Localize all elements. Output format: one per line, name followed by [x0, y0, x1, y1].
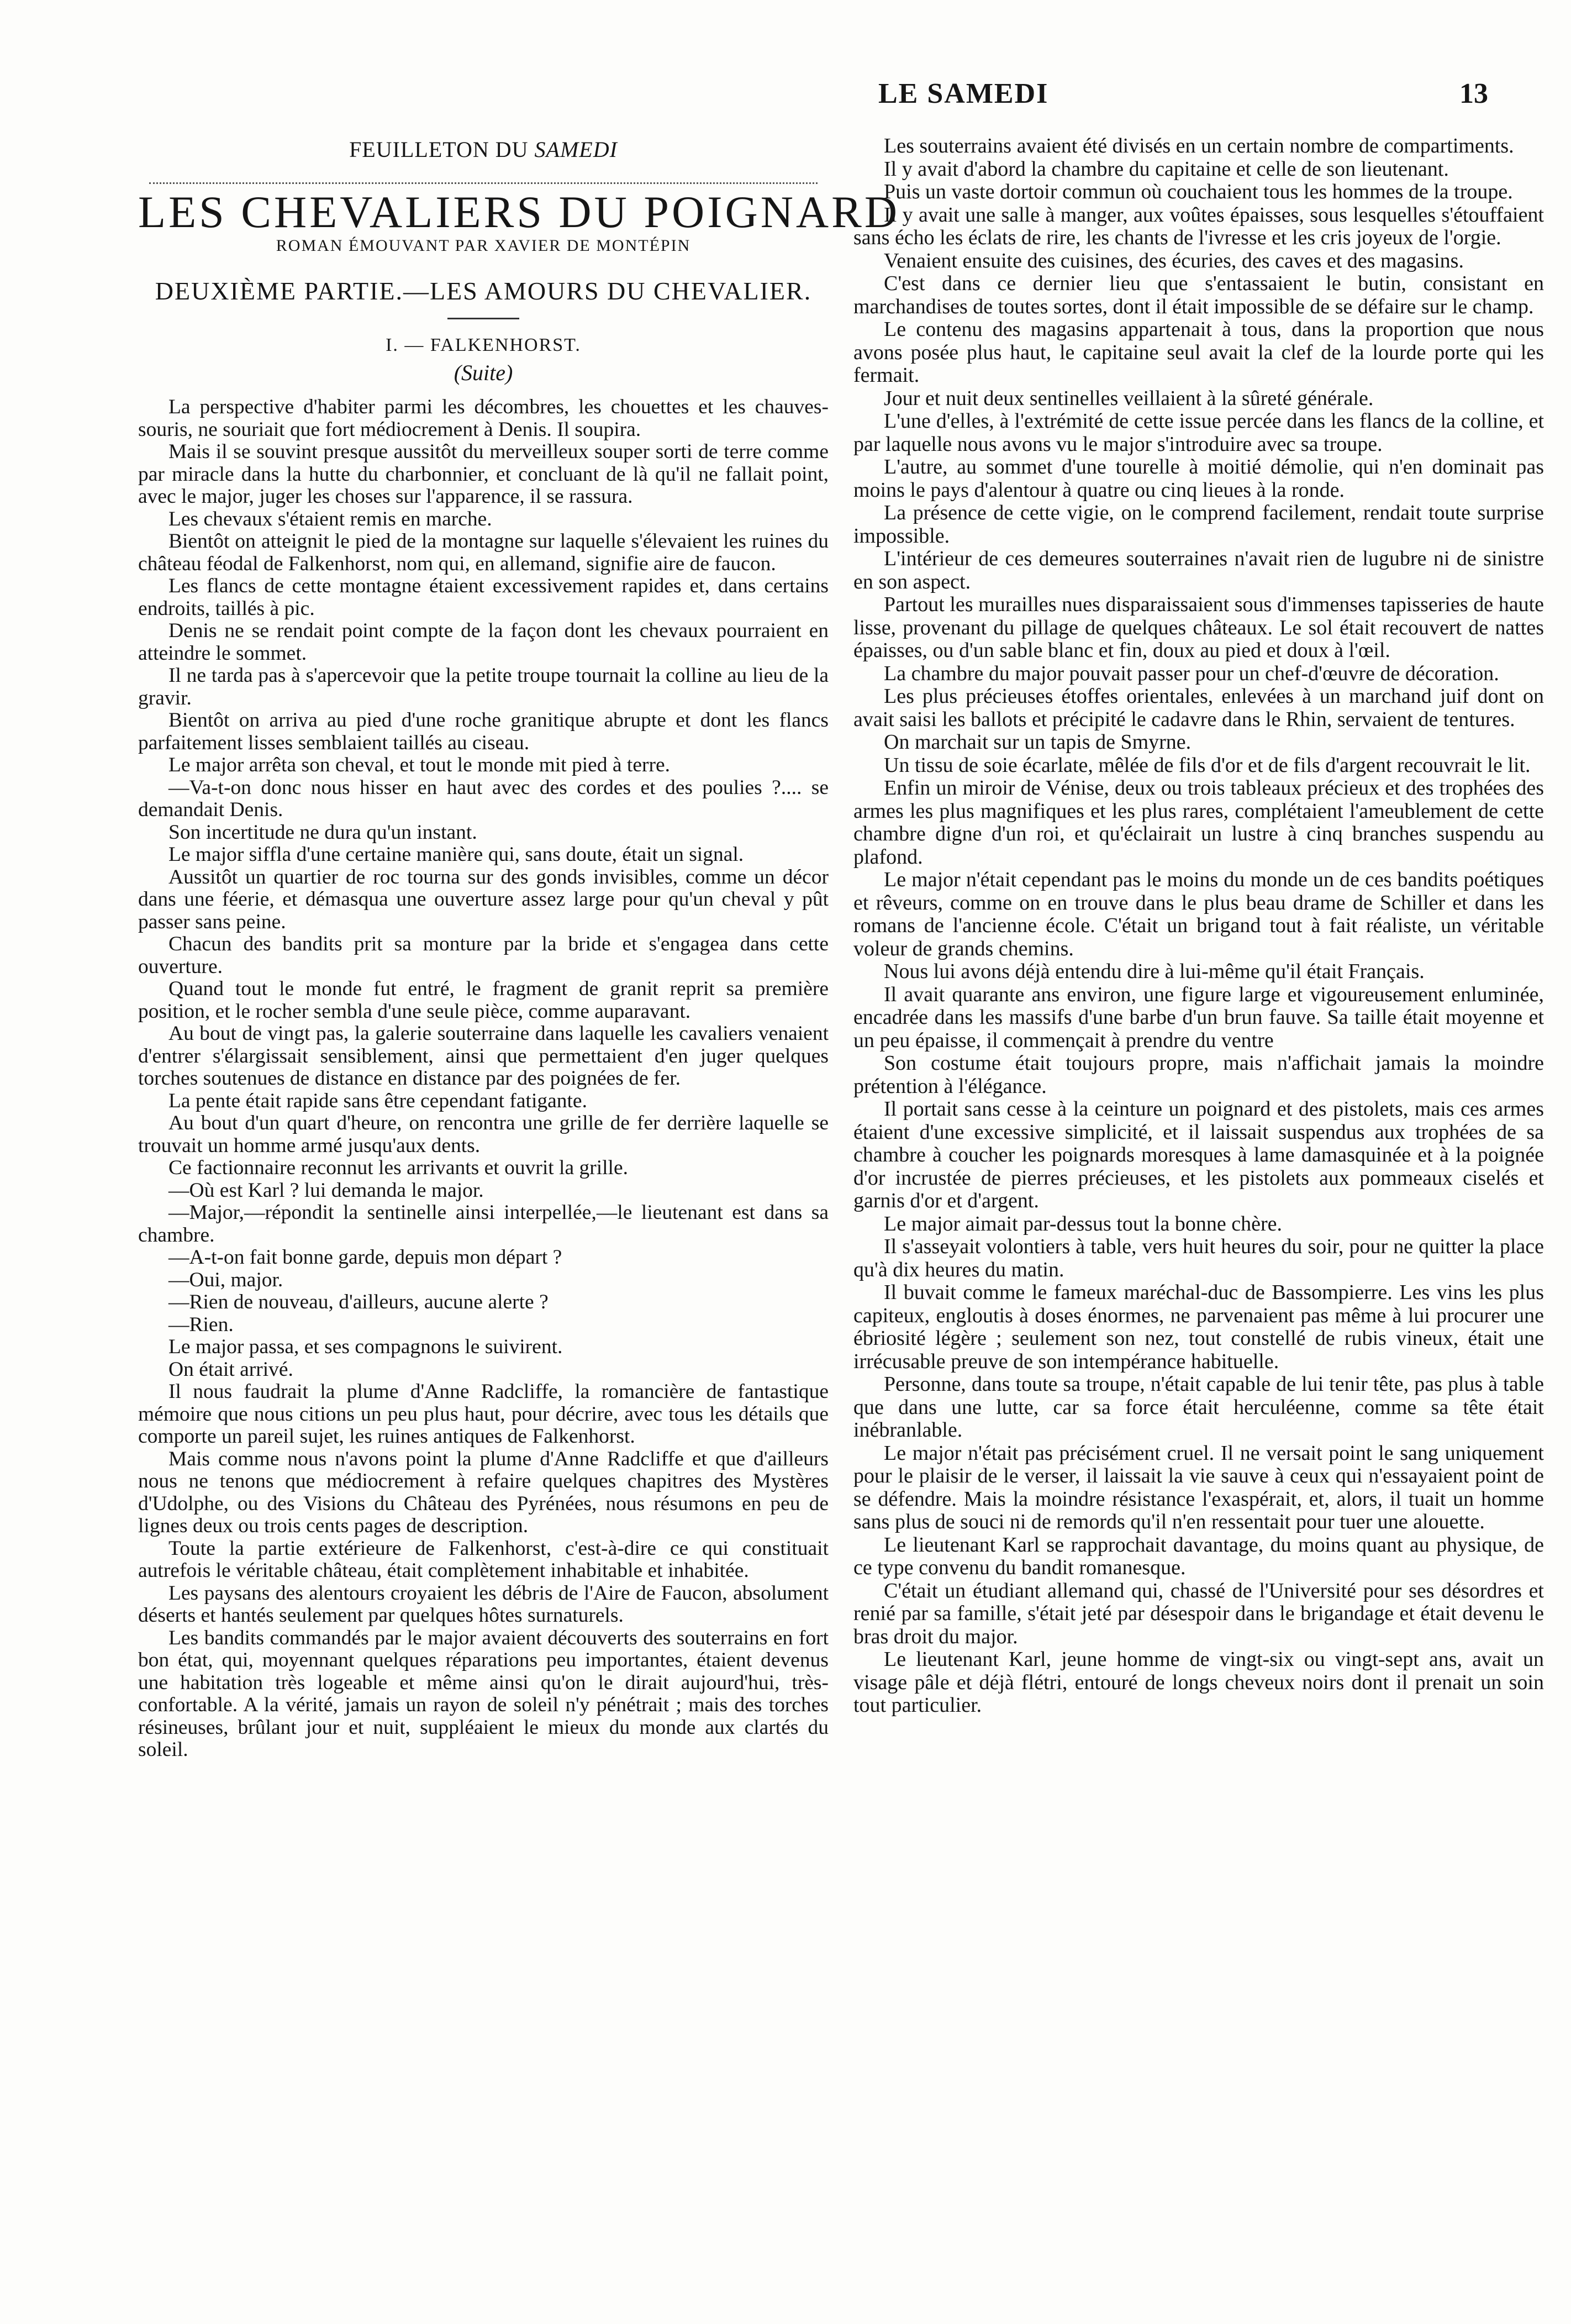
paragraph: Mais comme nous n'avons point la plume d'Anne Radcliffe et que d'ailleurs nous ne tenons que médiocrement à refaire quelques chapitres des Mystères d'Udolphe, ou des Visions du Château des Pyrénées, nous résumons en peu de lignes deux ou trois cents pages de description. [138, 1447, 829, 1537]
paragraph: Le major passa, et ses compagnons le suivirent. [168, 1335, 563, 1358]
paragraph: Le lieutenant Karl se rapprochait davantage, du moins quant au physique, de ce type convenu du bandit romanesque. [853, 1533, 1544, 1579]
left-column-body [138, 396, 829, 1762]
paragraph: Le major arrêta son cheval, et tout le monde mit pied à terre. [168, 754, 670, 776]
paragraph: Aussitôt un quartier de roc tourna sur des gonds invisibles, comme un décor dans une féerie, et démasqua une ouverture assez large pour qu'un cheval y pût passer sans peine. [138, 865, 829, 933]
paragraph: On marchait sur un tapis de Smyrne. [884, 730, 1192, 754]
paragraph: Mais il se souvint presque aussitôt du merveilleux souper sorti de terre comme par miracle dans la hutte du charbonnier, et concluant de là qu'il ne fallait point, avec le major, juger les choses sur l'apparence, il se rassura. [138, 440, 829, 508]
paragraph: Au bout d'un quart d'heure, on rencontra une grille de fer derrière laquelle se trouvait un homme armé jusqu'aux dents. [138, 1112, 829, 1157]
left-column [138, 137, 900, 1762]
paragraph: Nous lui avons déjà entendu dire à lui-même qu'il était Français. [884, 960, 1425, 983]
journal-name: LE SAMEDI [878, 78, 1049, 109]
paragraph: C'était un étudiant allemand qui, chassé de l'Université pour ses désordres et renié par sa famille, s'était jeté par désespoir dans le brigandage et était devenu le bras droit du major. [853, 1579, 1544, 1648]
paragraph: Les bandits commandés par le major avaient découverts des souterrains en fort bon état, qui, moyennant quelques réparations peu importantes, étaient devenus une habitation très logeable et même ainsi qu'on le dirait aujourd'hui, très-confortable. A la vérité, jamais un rayon de soleil n'y pénétrait ; mais des torches résineuses, brûlant jour et nuit, suppléaient le mieux du monde aux clartés du soleil. [138, 1626, 829, 1761]
feuilleton-label-prefix: FEUILLETON DU [349, 137, 535, 162]
page-number: 13 [1459, 78, 1488, 109]
paragraph: Les souterrains avaient été divisés en un certain nombre de compartiments. [884, 134, 1514, 157]
feuilleton-label-italic: SAMEDI [534, 137, 618, 162]
feuilleton-label [138, 138, 829, 161]
paragraph: Il avait quarante ans environ, une figure large et vigoureusement enluminée, encadrée dans les massifs d'une barbe d'un brun fauve. Sa taille était moyenne et un peu épaisse, il commençait à prendre du ventre [853, 982, 1544, 1052]
paragraph: Jour et nuit deux sentinelles veillaient à la sûreté générale. [884, 386, 1374, 410]
paragraph: Il ne tarda pas à s'apercevoir que la petite troupe tournait la colline au lieu de la gravir. [138, 664, 829, 709]
paragraph: Les paysans des alentours croyaient les débris de l'Aire de Faucon, absolument déserts et hantés seulement par quelques hôtes surnaturels. [138, 1581, 829, 1627]
paragraph: —A-t-on fait bonne garde, depuis mon départ ? [168, 1246, 562, 1269]
paragraph: Le major n'était pas précisément cruel. Il ne versait point le sang uniquement pour le plaisir de le verser, il laissait la vie sauve à ceux qui n'essayaient point de se défendre. Mais la moindre résistance l'exaspérait, et, alors, il tuait un homme sans plus de souci ni de remords qu'il n'en ressentait pour tuer une alouette. [853, 1441, 1544, 1533]
paragraph: Ce factionnaire reconnut les arrivants et ouvrit la grille. [168, 1156, 628, 1179]
paragraph: C'est dans ce dernier lieu que s'entassaient le butin, consistant en marchandises de toutes sortes, dont il était impossible de se défaire sur le champ. [853, 272, 1544, 318]
paragraph: L'intérieur de ces demeures souterraines n'avait rien de lugubre ni de sinistre en son aspect. [853, 547, 1544, 593]
paragraph: Il y avait d'abord la chambre du capitaine et celle de son lieutenant. [884, 157, 1449, 181]
paragraph: Personne, dans toute sa troupe, n'était capable de lui tenir tête, pas plus à table que dans une lutte, car sa force était herculéenne, comme sa tête était inébranlable. [853, 1373, 1544, 1442]
paragraph: Il y avait une salle à manger, aux voûtes épaisses, sous lesquelles s'étouffaient sans écho les éclats de rire, les chants de l'ivresse et les cris joyeux de l'orgie. [853, 203, 1544, 249]
paragraph: Il buvait comme le fameux maréchal-duc de Bassompierre. Les vins les plus capiteux, engloutis à doses énormes, ne parvenaient pas même à lui procurer une ébriosité légère ; seulement son nez, tout constellé de rubis vineux, était une irrécusable preuve de son intempérance habituelle. [853, 1281, 1544, 1373]
running-header [166, 77, 1488, 116]
paragraph: Chacun des bandits prit sa monture par la bride et s'engagea dans cette ouverture. [138, 933, 829, 978]
paragraph: Enfin un miroir de Vénise, deux ou trois tableaux précieux et des trophées des armes les plus magnifiques et les plus rares, complétaient l'ameublement de cette chambre digne d'un roi, et qu'éclairait un lustre à cinq branches suspendu au plafond. [853, 776, 1544, 869]
paragraph: Denis ne se rendait point compte de la façon dont les chevaux pourraient en atteindre le sommet. [138, 619, 829, 665]
novel-subtitle: ROMAN ÉMOUVANT PAR XAVIER DE MONTÉPIN [276, 236, 691, 255]
paragraph: Il portait sans cesse à la ceinture un poignard et des pistolets, mais ces armes étaient d'une excessive simplicité, et il laissait suspendus aux trophées de sa chambre à coucher les poignards moresques à lame damasquinée et à la poignée d'or incrustée de pierres précieuses, et les pistolets aux pommeaux ciselés et garnis d'or et d'argent. [853, 1097, 1544, 1212]
paragraph: Son incertitude ne dura qu'un instant. [168, 821, 477, 844]
paragraph: Le major siffla d'une certaine manière qui, sans doute, était un signal. [168, 843, 744, 866]
paragraph: Le contenu des magasins appartenait à tous, dans la proportion que nous avons posée plus haut, le capitaine seul avait la clef de la lourde porte qui les fermait. [853, 318, 1544, 387]
paragraph: —Rien de nouveau, d'ailleurs, aucune alerte ? [168, 1291, 549, 1313]
paragraph: La perspective d'habiter parmi les décombres, les chouettes et les chauves-souris, ne souriait que fort médiocrement à Denis. Il soupira. [138, 396, 829, 441]
paragraph: Toute la partie extérieure de Falkenhorst, c'est-à-dire ce qui constituait autrefois le véritable château, était complètement inhabitable et inhabitée. [138, 1537, 829, 1582]
paragraph: Bientôt on atteignit le pied de la montagne sur laquelle s'élevaient les ruines du château féodal de Falkenhorst, nom qui, en allemand, signifie aire de faucon. [138, 530, 829, 575]
paragraph: La pente était rapide sans être cependant fatigante. [168, 1089, 587, 1112]
paragraph: Les chevaux s'étaient remis en marche. [168, 507, 492, 530]
divider [447, 318, 519, 319]
chapter-heading: I. — FALKENHORST. [386, 335, 581, 355]
paragraph: La présence de cette vigie, on le comprend facilement, rendait toute surprise impossible. [853, 501, 1544, 548]
paragraph: Les flancs de cette montagne étaient excessivement rapides et, dans certains endroits, taillés à pic. [138, 575, 829, 620]
part-heading: DEUXIÈME PARTIE.—LES AMOURS DU CHEVALIER. [155, 276, 812, 305]
paragraph: Le major aimait par-dessus tout la bonne chère. [884, 1212, 1282, 1235]
paragraph: —Major,—répondit la sentinelle ainsi interpellée,—le lieutenant est dans sa chambre. [138, 1201, 829, 1247]
paragraph: Au bout de vingt pas, la galerie souterraine dans laquelle les cavaliers venaient d'entrer s'élargissait sensiblement, ainsi que permettaient d'en juger quelques torches soutenues de distance en distance par des poignées de fer. [138, 1022, 829, 1090]
right-column [853, 135, 1544, 1717]
right-column-body [853, 135, 1544, 1717]
paragraph: Les plus précieuses étoffes orientales, enlevées à un marchand juif dont on avait saisi les ballots et précipité le cadavre dans le Rhin, servaient de tentures. [853, 685, 1544, 731]
dotted-divider [149, 182, 818, 184]
paragraph: Quand tout le monde fut entré, le fragment de granit reprit sa première position, et le rocher sembla d'une seule pièce, comme auparavant. [138, 977, 829, 1023]
paragraph: Son costume était toujours propre, mais n'affichait jamais la moindre prétention à l'élégance. [853, 1051, 1544, 1098]
paragraph: —Va-t-on donc nous hisser en haut avec des cordes et des poulies ?.... se demandait Denis. [138, 776, 829, 821]
paragraph: L'une d'elles, à l'extrémité de cette issue percée dans les flancs de la colline, et par laquelle nous avons vu le major s'introduire avec sa troupe. [853, 409, 1544, 456]
paragraph: —Rien. [168, 1313, 234, 1336]
paragraph: La chambre du major pouvait passer pour un chef-d'œuvre de décoration. [884, 661, 1499, 685]
paragraph: Le major n'était cependant pas le moins du monde un de ces bandits poétiques et rêveurs, comme on en trouve dans le plus beau drame de Schiller et dans les romans de l'ancienne école. C'était un brigand tout à fait réaliste, un véritable voleur de grands chemins. [853, 868, 1544, 960]
paragraph: Un tissu de soie écarlate, mêlée de fils d'or et de fils d'argent recouvrait le lit. [884, 753, 1531, 777]
paragraph: Il nous faudrait la plume d'Anne Radcliffe, la romancière de fantastique mémoire que nous citions un peu plus haut, pour décrire, avec tous les détails que comporte un pareil sujet, les ruines antiques de Falkenhorst. [138, 1380, 829, 1448]
suite-label: (Suite) [454, 360, 513, 385]
paragraph: Il s'asseyait volontiers à table, vers huit heures du soir, pour ne quitter la place qu'à dix heures du matin. [853, 1235, 1544, 1281]
paragraph: Puis un vaste dortoir commun où couchaient tous les hommes de la troupe. [884, 180, 1513, 203]
paragraph: —Où est Karl ? lui demanda le major. [168, 1179, 484, 1202]
paragraph: L'autre, au sommet d'une tourelle à moitié démolie, qui n'en dominait pas moins le pays d'alentour à quatre ou cinq lieues à la ronde. [853, 455, 1544, 502]
paragraph: Venaient ensuite des cuisines, des écuries, des caves et des magasins. [884, 249, 1464, 272]
novel-title: LES CHEVALIERS DU POIGNARD [138, 186, 900, 237]
paragraph: —Oui, major. [168, 1268, 283, 1291]
paragraph: Partout les murailles nues disparaissaient sous d'immenses tapisseries de haute lisse, provenant du pillage de quelques châteaux. Le sol était recouvert de nattes épaisses, ou d'un sable blanc et fin, doux au pied et doux à l'œil. [853, 593, 1544, 662]
paragraph: On était arrivé. [168, 1358, 293, 1381]
paragraph: Le lieutenant Karl, jeune homme de vingt-six ou vingt-sept ans, avait un visage pâle et déjà flétri, entouré de longs cheveux noirs dont il prenait un soin tout particulier. [853, 1648, 1544, 1717]
paragraph: Bientôt on arriva au pied d'une roche granitique abrupte et dont les flancs parfaitement lisses semblaient taillés au ciseau. [138, 709, 829, 754]
